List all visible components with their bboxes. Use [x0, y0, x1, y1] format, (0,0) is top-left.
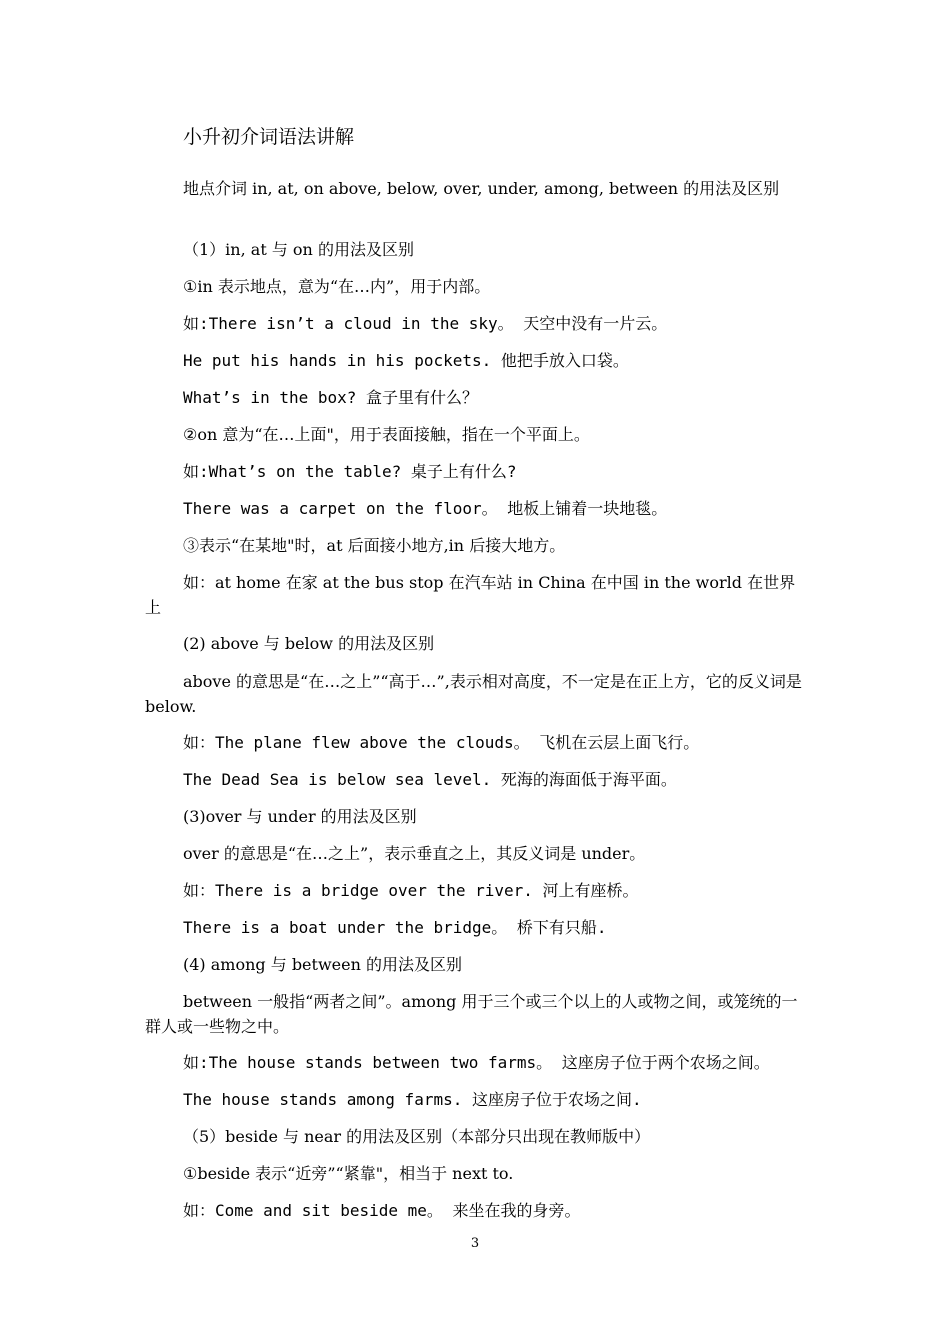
paragraph-on-meaning: ②on 意为“在…上面"，用于表面接触，指在一个平面上。 [183, 425, 590, 444]
document-title: 小升初介词语法讲解 [183, 126, 355, 148]
example-under-bridge: There is a boat under the bridge。 桥下有只船. [183, 918, 607, 937]
example-on-table: 如:What’s on the table? 桌子上有什么? [183, 462, 517, 481]
section-heading-beside-near: （5）beside 与 near 的用法及区别（本部分只出现在教师版中） [183, 1127, 651, 1146]
paragraph-between-among-meaning: between 一般指“两者之间”。among 用于三个或三个以上的人或物之间，或笼统的一群人或一些物之中。 [145, 992, 798, 1036]
example-below-sea-level: The Dead Sea is below sea level. 死海的海面低于海平面。 [183, 770, 677, 789]
paragraph-location-prepositions: 地点介词 in, at, on above, below, over, under, among, between 的用法及区别 [183, 179, 780, 198]
example-between-farms: 如:The house stands between two farms。 这座房子位于两个农场之间。 [183, 1053, 770, 1072]
section-heading-among-between: (4) among 与 between 的用法及区别 [183, 955, 462, 974]
paragraph-in-meaning: ①in 表示地点，意为“在…内”，用于内部。 [183, 277, 491, 296]
page-number: 3 [470, 1236, 480, 1251]
section-heading-over-under: (3)over 与 under 的用法及区别 [183, 807, 417, 826]
example-above-clouds: 如：The plane flew above the clouds。 飞机在云层上面飞行。 [183, 733, 700, 752]
section-heading-above-below: (2) above 与 below 的用法及区别 [183, 634, 435, 653]
example-in-pockets: He put his hands in his pockets. 他把手放入口袋。 [183, 351, 629, 370]
example-in-sky: 如:There isn’t a cloud in the sky。 天空中没有一片云。 [183, 314, 668, 333]
section-heading-in-at-on: （1）in, at 与 on 的用法及区别 [183, 240, 414, 259]
paragraph-over-meaning: over 的意思是“在…之上”，表示垂直之上，其反义词是 under。 [183, 844, 646, 863]
example-over-river: 如：There is a bridge over the river. 河上有座桥。 [183, 881, 639, 900]
paragraph-above-meaning: above 的意思是“在…之上”“高于…”,表示相对高度，不一定是在正上方，它的反义词是 below. [145, 672, 802, 716]
example-on-floor: There was a carpet on the floor。 地板上铺着一块地毯。 [183, 499, 668, 518]
example-among-farms: The house stands among farms. 这座房子位于农场之间. [183, 1090, 642, 1109]
paragraph-at-in-places: ③表示“在某地"时，at 后面接小地方,in 后接大地方。 [183, 536, 566, 555]
example-beside-me: 如：Come and sit beside me。 来坐在我的身旁。 [183, 1201, 581, 1220]
example-places: 如：at home 在家 at the bus stop 在汽车站 in China 在中国 in the world 在世界上 [145, 573, 796, 617]
paragraph-beside-meaning: ①beside 表示“近旁”“紧靠"，相当于 next to. [183, 1164, 514, 1183]
example-in-box: What’s in the box? 盒子里有什么？ [183, 388, 479, 407]
